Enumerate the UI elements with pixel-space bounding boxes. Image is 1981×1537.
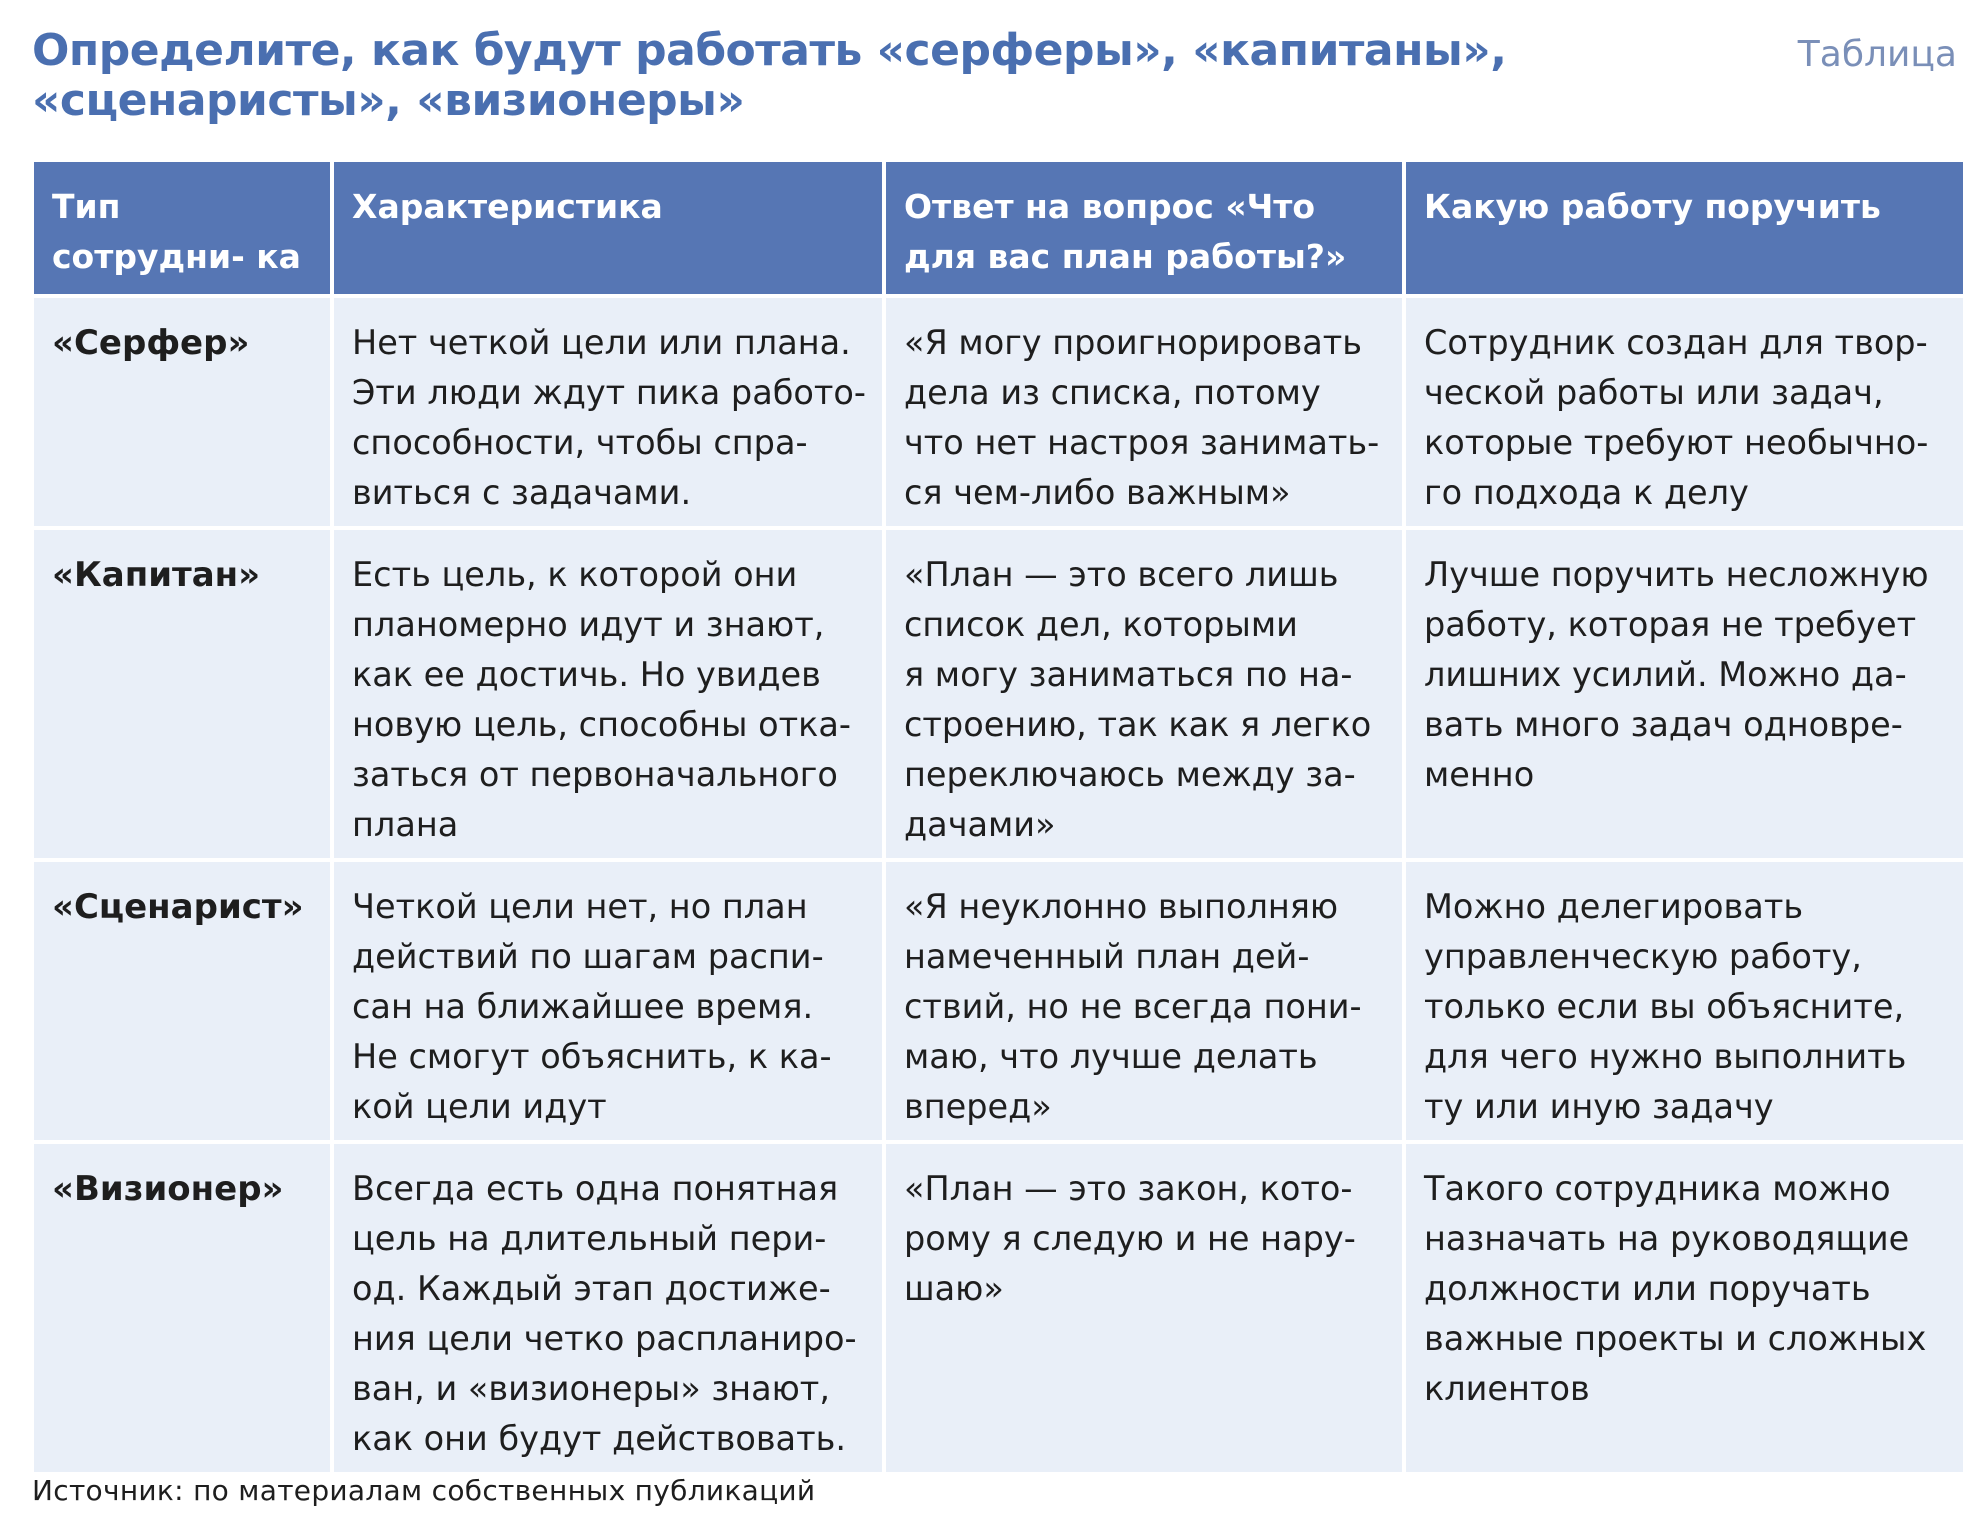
- cell-line: ту или иную задачу: [1424, 1087, 1774, 1126]
- cell-line: только если вы объясните,: [1424, 987, 1905, 1026]
- cell-line: Сотрудник создан для твор-: [1424, 323, 1928, 362]
- header-characteristic: [334, 162, 882, 294]
- cell-line: Нет четкой цели или плана.: [352, 323, 851, 362]
- cell-line: дела из списка, потому: [904, 373, 1321, 412]
- cell-line: Можно делегировать: [1424, 887, 1804, 926]
- cell-line: го подхода к делу: [1424, 473, 1749, 512]
- header-employee-type: [34, 162, 330, 294]
- cell-line: вперед»: [904, 1087, 1052, 1126]
- cell-line: «План — это закон, кото-: [904, 1169, 1353, 1208]
- cell-line: способности, чтобы спра-: [352, 423, 808, 462]
- cell-line: что нет настроя занимать-: [904, 423, 1380, 462]
- cell-line: сан на ближайшее время.: [352, 987, 814, 1026]
- cell-plan-answer: [886, 530, 1402, 858]
- table-tag: Таблица: [1797, 34, 1957, 75]
- header-line: ка: [256, 237, 301, 276]
- header-line: Характеристика: [352, 187, 663, 226]
- cell-line: плана: [352, 805, 459, 844]
- cell-work-assignment: [1406, 530, 1963, 858]
- cell-line: как они будут действовать.: [352, 1419, 846, 1458]
- cell-line: од. Каждый этап достиже-: [352, 1269, 831, 1308]
- cell-line: вать много задач одновре-: [1424, 705, 1903, 744]
- cell-line: список дел, которыми: [904, 605, 1298, 644]
- cell-line: рому я следую и не нару-: [904, 1219, 1356, 1258]
- cell-employee-type: «Визионер»: [34, 1144, 330, 1472]
- cell-line: ния цели четко распланиро-: [352, 1319, 857, 1358]
- page-title-line-2: «сценаристы», «визионеры»: [32, 75, 745, 126]
- header-plan-answer: [886, 162, 1402, 294]
- source-note: Источник: по материалам собственных публикаций: [32, 1474, 816, 1507]
- table-row-surfer: [34, 298, 1963, 526]
- cell-line: Есть цель, к которой они: [352, 555, 798, 594]
- table-row-captain: [34, 530, 1963, 858]
- cell-characteristic: [334, 530, 882, 858]
- cell-line: намеченный план дей-: [904, 937, 1310, 976]
- cell-line: виться с задачами.: [352, 473, 692, 512]
- cell-line: я могу заниматься по на-: [904, 655, 1353, 694]
- cell-employee-type: «Серфер»: [34, 298, 330, 526]
- cell-line: Не смогут объяснить, к ка-: [352, 1037, 832, 1076]
- header-line: Тип сотрудни-: [52, 187, 245, 276]
- cell-line: ствий, но не всегда пони-: [904, 987, 1362, 1026]
- cell-line: переключаюсь между за-: [904, 755, 1356, 794]
- cell-line: новую цель, способны отка-: [352, 705, 851, 744]
- cell-line: строению, так как я легко: [904, 705, 1372, 744]
- cell-line: управленческую работу,: [1424, 937, 1862, 976]
- cell-plan-answer: [886, 298, 1402, 526]
- cell-line: цель на длительный пери-: [352, 1219, 827, 1258]
- cell-line: должности или поручать: [1424, 1269, 1871, 1308]
- table-row-visionary: [34, 1144, 1963, 1472]
- cell-employee-type: «Капитан»: [34, 530, 330, 858]
- employee-types-table: [30, 158, 1967, 1476]
- cell-plan-answer: [886, 1144, 1402, 1472]
- cell-line: действий по шагам распи-: [352, 937, 824, 976]
- header-work-assignment: [1406, 162, 1963, 294]
- table-row-scriptwriter: [34, 862, 1963, 1140]
- cell-line: менно: [1424, 755, 1535, 794]
- cell-line: планомерно идут и знают,: [352, 605, 825, 644]
- cell-line: назначать на руководящие: [1424, 1219, 1910, 1258]
- cell-plan-answer: [886, 862, 1402, 1140]
- cell-characteristic: [334, 1144, 882, 1472]
- cell-line: работу, которая не требует: [1424, 605, 1917, 644]
- cell-characteristic: [334, 298, 882, 526]
- cell-line: для чего нужно выполнить: [1424, 1037, 1907, 1076]
- header-line: Какую работу поручить: [1424, 187, 1881, 226]
- cell-line: Лучше поручить несложную: [1424, 555, 1929, 594]
- cell-line: ческой работы или задач,: [1424, 373, 1884, 412]
- cell-employee-type: «Сценарист»: [34, 862, 330, 1140]
- cell-line: Четкой цели нет, но план: [352, 887, 808, 926]
- cell-line: важные проекты и сложных: [1424, 1319, 1927, 1358]
- cell-work-assignment: [1406, 1144, 1963, 1472]
- cell-work-assignment: [1406, 862, 1963, 1140]
- cell-line: Всегда есть одна понятная: [352, 1169, 839, 1208]
- cell-line: заться от первоначального: [352, 755, 838, 794]
- cell-line: маю, что лучше делать: [904, 1037, 1318, 1076]
- cell-line: дачами»: [904, 805, 1056, 844]
- page-title-line-1: Определите, как будут работать «серферы», «капитаны»,: [32, 25, 1507, 76]
- cell-line: шаю»: [904, 1269, 1004, 1308]
- cell-line: «Я могу проигнорировать: [904, 323, 1363, 362]
- header-line: Ответ на вопрос «Что: [904, 187, 1316, 226]
- cell-line: которые требуют необычно-: [1424, 423, 1929, 462]
- header-line: для вас план работы?»: [904, 237, 1347, 276]
- cell-line: «Я неуклонно выполняю: [904, 887, 1339, 926]
- cell-line: ся чем-либо важным»: [904, 473, 1291, 512]
- table-header-row: [34, 162, 1963, 294]
- cell-line: лишних усилий. Можно да-: [1424, 655, 1907, 694]
- cell-line: Эти люди ждут пика работо-: [352, 373, 866, 412]
- cell-line: кой цели идут: [352, 1087, 607, 1126]
- page-title: [32, 26, 1592, 126]
- cell-work-assignment: [1406, 298, 1963, 526]
- cell-line: ван, и «визионеры» знают,: [352, 1369, 830, 1408]
- cell-line: как ее достичь. Но увидев: [352, 655, 821, 694]
- cell-line: клиентов: [1424, 1369, 1590, 1408]
- cell-characteristic: [334, 862, 882, 1140]
- cell-line: Такого сотрудника можно: [1424, 1169, 1891, 1208]
- cell-line: «План — это всего лишь: [904, 555, 1339, 594]
